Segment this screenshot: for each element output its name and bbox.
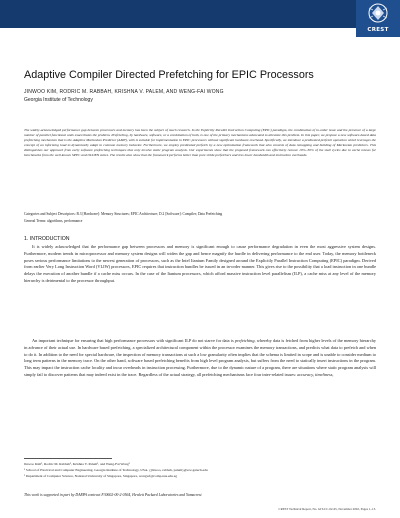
abstract: The widely-acknowledged performance gap between processors and memory has been the subject of much research. In the Explicitly Parallel Instruction Computing (EPIC) paradigm, the combination of in-order issue and the presence of a large number of parallel functional units exacerbates the problem. Prefetching, by hardware, software, or a combination of both, is one of the primary mechanisms advocated to alleviate this problem. In this paper, we propose a new software-based data prefetching mechanism that is the Adaptive Markovian Predictor (AMP), with is suitable for implementation in EPIC processors without significant hardware overhead. Specifically, we introduce a predicated prefetch operation which leverages the concept of an informing load to dynamically adapt to common memory behavior. Furthermore, we employ predicated prefetch by a new optimization framework that also consists of data remapping and building of Markovian predictors. This distinguishes our approach from early software prefetching techniques that only involve static program analysis. Our experiments show that the proposed framework can effectively remove 10%–30% of the stall cycles due to cache misses for benchmarks from the well-known SPEC and OLDEN suites. The results also show that the framework performs better than pure stride prefetchers and less lower bandwidth and instruction overheads. <box>24 128 376 158</box>
support-note: This work is supported in part by DARPA contract F30602-00-2-0564, Hewlett Packard Laboratories and Yamacrest <box>24 493 202 497</box>
footnote-rule <box>24 458 112 459</box>
p2-tail: accuracy, timeliness, <box>297 371 334 377</box>
crest-logo <box>356 0 400 37</box>
categories: Categories and Subject Descriptors: B.3 [Hardware]: Memory Structures; EPIC Architecture; D.2 [Software]: Compiler; Data Prefetching <box>24 212 223 216</box>
footnote-1: ¹ School of Electrical and Computer Engineering, Georgia Institute of Technology, USA. {jinwoo, rabbah, palem}@ece.gatech.edu <box>24 468 208 472</box>
logo-text: CREST <box>367 27 389 33</box>
footnote-authors: Jinwoo Kim¹, Rodric M. Rabbah¹, Krishna V. Palem¹, and Weng-Fai Wong² <box>24 462 130 466</box>
intro-paragraph-2 <box>24 338 376 379</box>
section-heading: 1. INTRODUCTION <box>24 236 70 242</box>
header-bar <box>0 0 356 28</box>
footnote-2: ² Department of Computer Science, National University of Singapore, Singapore, wongwf@comp.nus.edu.sg <box>24 474 177 478</box>
paper-affiliation: Georgia Institute of Technology <box>24 97 93 103</box>
p2-lead: An important technique for ensuring that high performance processors with significant ILP do not starve for data is <box>32 338 235 343</box>
p2-rest: , whereby data is fetched from higher levels of the memory hierarchy in advance of their actual use. In hardware based prefetching, a specialized architectural component within the processor examines the memory transactions, and predicts what data to prefetch and when to do it. In addition to the need for special hardware, the inspection of memory transactions at such a low granularity often implies that the schema is limited in scope and is unable to consider medium to long term patterns in the memory trace. On the other hand, software based prefetching benefits from high level program analysis, but suffers from the need to statically insert instructions in the program. This may impact the instruction cache locality and incur overheads in instruction processing. Furthermore, due to the dynamic nature of a program, there are situations where static program analysis will simply fail to discover patterns that may indeed exist in the trace. Regardless of the actual strategy, all prefetching mechanisms face four inter-related issues: <box>24 338 377 377</box>
general-terms: General Terms: algorithms, performance <box>24 219 83 223</box>
paper-authors: JINWOO KIM, RODRIC M. RABBAH, KRISHNA V. PALEM, AND WENG-FAI WONG <box>24 89 224 95</box>
tech-report-line: CREST Technical Report, No. GIT-CC-02-65, November 2002, Pages 1–13. <box>278 507 376 511</box>
p2-term: prefetching <box>234 338 255 343</box>
intro-paragraph-1: It is widely acknowledged that the performance gap between processors and memory is significant enough to cause performance degradation in even the most aggressive system designs. Furthermore, modern trends in microprocessor and memory system designs will widen the gap and hence magnify the hurdle in delivering performance to the end user. Today, the memory bottleneck poses serious performance limitations to the newest generation of processors, such as the Intel Itanium Family designed around the Explicitly Parallel Instruction Computing (EPIC) paradigm. Derived from earlier Very Long Instruction Word (VLIW) processors, EPIC requires that instruction bundles be issued in an in-order manner. This gives rise to the possibility that a load instruction in one bundle delays the execution of another bundle if a cache miss occurs. In the case of the Itanium processors, which afford massive instruction level parallelism (ILP), a cache miss at any level of the memory hierarchy is detrimental to the processor throughput. <box>24 244 376 283</box>
paper-title: Adaptive Compiler Directed Prefetching for EPIC Processors <box>24 69 314 81</box>
